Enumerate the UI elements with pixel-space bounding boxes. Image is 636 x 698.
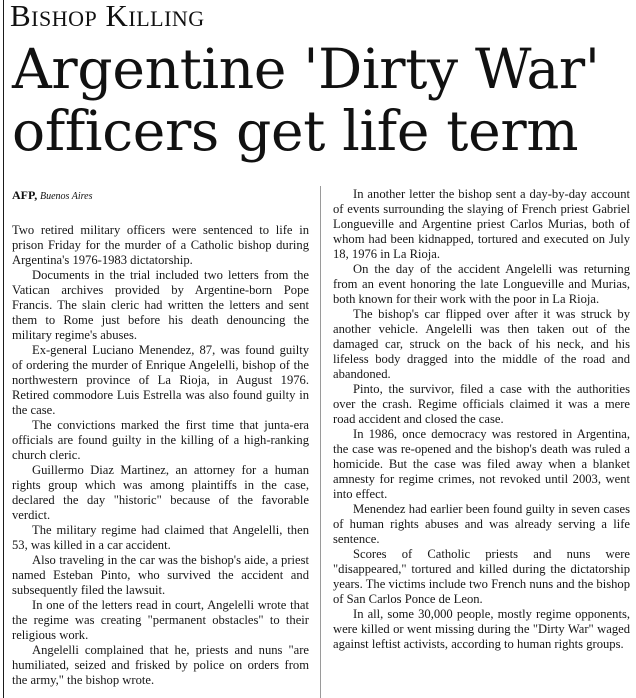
section-kicker: Bishop Killing xyxy=(10,0,205,33)
paragraph: Menendez had earlier been found guilty in seven cases of human rights abuses and was already serving a life sentence. xyxy=(333,502,630,546)
byline-agency: AFP, xyxy=(12,188,38,202)
article-column-1 xyxy=(12,223,309,688)
paragraph: Also traveling in the car was the bishop's aide, a priest named Esteban Pinto, who survived the accident and subsequently filed the lawsuit. xyxy=(12,553,309,597)
left-border-rule xyxy=(3,0,4,698)
byline xyxy=(12,188,92,204)
paragraph: Pinto, the survivor, filed a case with the authorities over the crash. Regime officials claimed it was a mere road accident and closed the case. xyxy=(333,382,630,426)
paragraph: In all, some 30,000 people, mostly regime opponents, were killed or went missing during the "Dirty War" waged against leftist activists, according to human rights groups. xyxy=(333,607,630,651)
paragraph: Angelelli complained that he, priests and nuns "are humiliated, seized and frisked by police on orders from the army," the bishop wrote. xyxy=(12,643,309,687)
paragraph: In 1986, once democracy was restored in Argentina, the case was re-opened and the bishop's death was ruled a homicide. But the case was filed away when a blanket amnesty for regime crimes, not revoked until 2003, went into effect. xyxy=(333,427,630,501)
column-divider xyxy=(320,186,321,698)
paragraph: Scores of Catholic priests and nuns were "disappeared," tortured and killed during the dictatorship years. The victims include two French nuns and the bishop of San Carlos Ponce de Leon. xyxy=(333,547,630,606)
paragraph: Guillermo Diaz Martinez, an attorney for a human rights group which was among plaintiffs in the case, declared the day "historic" because of the favorable verdict. xyxy=(12,463,309,522)
paragraph: Documents in the trial included two letters from the Vatican archives provided by Argentine-born Pope Francis. The slain cleric had written the letters and sent them to Rome just before his death denouncing the military regime's abuses. xyxy=(12,268,309,342)
paragraph: In another letter the bishop sent a day-by-day account of events surrounding the slaying of French priest Gabriel Longueville and Argentine priest Carlos Murias, both of whom had been kidnapped, tortured and executed on July 18, 1976 in La Rioja. xyxy=(333,187,630,261)
paragraph: On the day of the accident Angelelli was returning from an event honoring the late Longueville and Murias, both known for their work with the poor in La Rioja. xyxy=(333,262,630,306)
headline: Argentine 'Dirty War' officers get life term xyxy=(12,37,600,163)
paragraph: Ex-general Luciano Menendez, 87, was found guilty of ordering the murder of Enrique Angelelli, bishop of the northwestern province of La Rioja, in August 1976. Retired commodore Luis Estrella was also found guilty in the case. xyxy=(12,343,309,417)
paragraph: The bishop's car flipped over after it was struck by another vehicle. Angelelli was then taken out of the damaged car, struck on the back of his neck, and his lifeless body dragged into the middle of the road and abandoned. xyxy=(333,307,630,381)
paragraph: The convictions marked the first time that junta-era officials are found guilty in the killing of a high-ranking church cleric. xyxy=(12,418,309,462)
paragraph: The military regime had claimed that Angelelli, then 53, was killed in a car accident. xyxy=(12,523,309,552)
byline-place: Buenos Aires xyxy=(39,191,93,202)
paragraph: Two retired military officers were sentenced to life in prison Friday for the murder of a Catholic bishop during Argentina's 1976-1983 dictatorship. xyxy=(12,223,309,267)
paragraph: In one of the letters read in court, Angelelli wrote that the regime was creating "permanent obstacles" to their religious work. xyxy=(12,598,309,642)
article-column-2 xyxy=(333,187,630,652)
